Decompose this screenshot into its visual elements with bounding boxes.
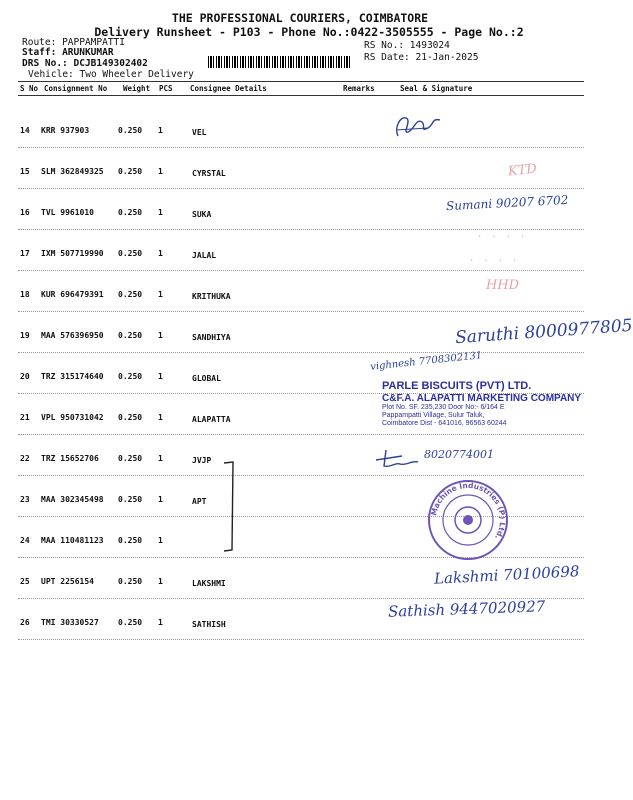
rs-no-value: 1493024 <box>409 40 450 51</box>
stamp-line-1: PARLE BISCUITS (PVT) LTD. <box>382 380 532 392</box>
col-seal-signature: Seal & Signature <box>400 84 473 93</box>
barcode <box>208 56 350 68</box>
row-separator <box>18 147 584 148</box>
row-sno: 23 <box>20 495 30 504</box>
row-pcs: 1 <box>158 495 163 504</box>
row-consignee: ALAPATTA <box>192 415 231 424</box>
row-sno: 26 <box>20 618 30 627</box>
row-consignee: CYRSTAL <box>192 169 226 178</box>
stamp-line-3: Plot No. SF. 235,230 Door No:- 6/164 E <box>382 404 505 412</box>
staff-value: ARUNKUMAR <box>62 47 114 58</box>
row-weight: 0.250 <box>118 618 143 627</box>
row-consignment-no: UPT 2256154 <box>41 577 94 586</box>
row-sno: 15 <box>20 167 30 176</box>
row-weight: 0.250 <box>118 372 143 381</box>
row-weight: 0.250 <box>118 413 143 422</box>
staff-label: Staff: <box>22 47 57 58</box>
row-sno: 17 <box>20 249 30 258</box>
faint-dots-row-17: · · · · <box>478 232 529 243</box>
row-separator <box>18 270 584 271</box>
row-consignee: JVJP <box>192 456 212 465</box>
round-seal-text: Machine Industries (P) Ltd. <box>429 480 508 542</box>
row-consignee: KRITHUKA <box>192 292 231 301</box>
row-consignee: SANDHIYA <box>192 333 231 342</box>
row-weight: 0.250 <box>118 208 143 217</box>
row-consignee: SUKA <box>192 210 212 219</box>
rs-date-value: 21-Jan-2025 <box>415 52 479 63</box>
vehicle-label: Vehicle: <box>28 69 74 80</box>
row-pcs: 1 <box>158 249 163 258</box>
runsheet-title: Delivery Runsheet - P103 - Phone No.:0422-3505555 - Page No.:2 <box>94 25 524 39</box>
vehicle-value: Two Wheeler Delivery <box>79 69 194 80</box>
row-sno: 20 <box>20 372 30 381</box>
row-consignment-no: VPL 950731042 <box>41 413 104 422</box>
row-consignee: GLOBAL <box>192 374 221 383</box>
stamp-line-5: Coimbatore Dist - 641016. 96563 60244 <box>382 420 507 428</box>
rs-date-line <box>364 52 478 63</box>
row-consignment-no: TMI 30330527 <box>41 618 99 627</box>
round-seal <box>426 478 510 562</box>
row-consignee: LAKSHMI <box>192 579 226 588</box>
company-stamp <box>382 380 581 428</box>
col-sno: S No <box>20 84 39 93</box>
row-separator <box>18 229 584 230</box>
row-weight: 0.250 <box>118 167 143 176</box>
row-weight: 0.250 <box>118 249 143 258</box>
company-name: THE PROFESSIONAL COURIERS, COIMBATORE <box>171 11 429 25</box>
row-consignee: SATHISH <box>192 620 226 629</box>
signature-row-14 <box>388 108 448 143</box>
row-weight: 0.250 <box>118 454 143 463</box>
drs-line <box>22 58 148 69</box>
row-consignment-no: KUR 696479391 <box>41 290 104 299</box>
row-pcs: 1 <box>158 618 163 627</box>
col-weight: Weight <box>123 84 151 93</box>
signature-scribble-row-22 <box>372 446 422 470</box>
signature-row-16: Sumani 90207 6702 <box>445 192 569 214</box>
drs-value: DCJB149302402 <box>73 58 148 69</box>
signature-row-25: Lakshmi 70100698 <box>433 562 580 588</box>
faint-mark-row-15: KTD <box>507 161 538 180</box>
row-sno: 21 <box>20 413 30 422</box>
row-weight: 0.250 <box>118 577 143 586</box>
table-header-rule <box>18 95 584 96</box>
row-consignee: APT <box>192 497 207 506</box>
row-consignee: JALAL <box>192 251 217 260</box>
vehicle-line <box>28 69 194 80</box>
row-sno: 14 <box>20 126 30 135</box>
rs-no-line <box>364 40 450 51</box>
signature-row-21: vighnesh 7708302131 <box>369 350 483 373</box>
row-consignment-no: TRZ 315174640 <box>41 372 104 381</box>
row-weight: 0.250 <box>118 126 143 135</box>
row-pcs: 1 <box>158 536 163 545</box>
faint-mark-row-18: HHD <box>486 278 520 293</box>
row-consignee: VEL <box>192 128 207 137</box>
row-sno: 18 <box>20 290 30 299</box>
row-consignment-no: TVL 9961010 <box>41 208 94 217</box>
stamp-line-2: C&F.A. ALAPATTI MARKETING COMPANY <box>382 392 582 404</box>
row-separator <box>18 188 584 189</box>
row-separator <box>18 434 584 435</box>
row-pcs: 1 <box>158 577 163 586</box>
col-consignee: Consignee Details <box>190 84 267 93</box>
row-consignment-no: KRR 937903 <box>41 126 90 135</box>
row-consignment-no: MAA 576396950 <box>41 331 104 340</box>
rs-no-label: RS No.: <box>364 40 405 51</box>
row-pcs: 1 <box>158 331 163 340</box>
row-pcs: 1 <box>158 290 163 299</box>
col-remarks: Remarks <box>343 84 375 93</box>
route-value: PAPPAMPATTI <box>62 37 125 48</box>
row-weight: 0.250 <box>118 290 143 299</box>
row-weight: 0.250 <box>118 536 143 545</box>
row-sno: 22 <box>20 454 30 463</box>
row-sno: 16 <box>20 208 30 217</box>
row-consignment-no: MAA 110481123 <box>41 536 104 545</box>
row-pcs: 1 <box>158 413 163 422</box>
faint-dots-row-18: · · · · <box>470 256 521 267</box>
col-consignment: Consignment No <box>44 84 108 93</box>
hand-bracket <box>220 460 240 555</box>
row-sno: 25 <box>20 577 30 586</box>
col-pcs: PCS <box>159 84 173 93</box>
signature-row-22: 8020774001 <box>424 448 494 461</box>
row-pcs: 1 <box>158 454 163 463</box>
row-sno: 19 <box>20 331 30 340</box>
row-sno: 24 <box>20 536 30 545</box>
stamp-line-4: Pappampatti Village, Sulur Taluk, <box>382 412 485 420</box>
row-separator <box>18 352 584 353</box>
signature-row-20: Saruthi 8000977805 <box>454 315 633 349</box>
row-weight: 0.250 <box>118 495 143 504</box>
drs-label: DRS No.: <box>22 58 68 69</box>
table-top-rule <box>18 81 584 82</box>
row-separator <box>18 475 584 476</box>
row-separator <box>18 639 584 640</box>
row-pcs: 1 <box>158 167 163 176</box>
row-pcs: 1 <box>158 372 163 381</box>
row-pcs: 1 <box>158 208 163 217</box>
rs-date-label: RS Date: <box>364 52 410 63</box>
signature-row-26: Sathish 9447020927 <box>387 597 546 621</box>
row-consignment-no: TRZ 15652706 <box>41 454 99 463</box>
row-weight: 0.250 <box>118 331 143 340</box>
row-consignment-no: IXM 507719990 <box>41 249 104 258</box>
route-label: Route: <box>22 37 57 48</box>
row-pcs: 1 <box>158 126 163 135</box>
row-consignment-no: MAA 302345498 <box>41 495 104 504</box>
row-consignment-no: SLM 362849325 <box>41 167 104 176</box>
row-separator <box>18 311 584 312</box>
staff-line <box>22 47 114 58</box>
